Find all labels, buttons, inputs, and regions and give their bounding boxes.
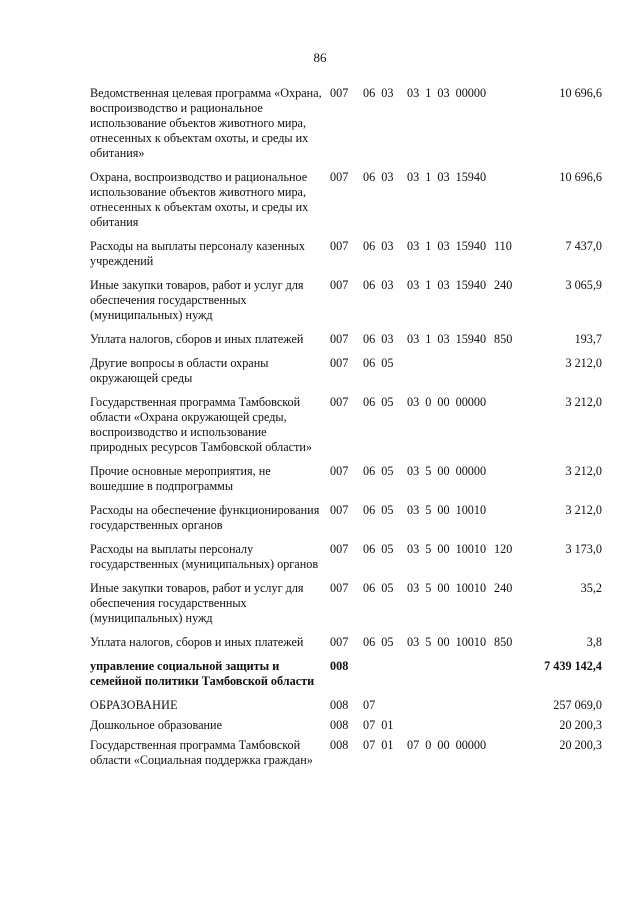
row-vr (494, 464, 524, 494)
row-ved: 007 (330, 239, 349, 253)
row-sum: 3 212,0 (565, 464, 602, 478)
row-ved: 008 (330, 718, 349, 732)
table-row (90, 356, 602, 386)
row-name: Уплата налогов, сборов и иных платежей (90, 332, 304, 346)
row-sum: 20 200,3 (559, 738, 602, 752)
page-number: 86 (313, 50, 327, 65)
table-row (90, 464, 602, 494)
row-csr: 03 1 03 15940 (407, 239, 487, 253)
row-rz: 07 01 (363, 738, 394, 752)
row-csr: 03 5 00 00000 (407, 464, 487, 478)
table-row (90, 86, 602, 161)
row-vr (494, 698, 524, 713)
row-vr: 240 (494, 278, 513, 292)
row-rz: 06 03 (363, 170, 394, 184)
row-sum: 257 069,0 (553, 698, 602, 712)
table-row (90, 395, 602, 455)
row-ved: 007 (330, 170, 349, 184)
row-rz: 06 05 (363, 635, 394, 649)
row-vr (494, 395, 524, 455)
row-csr: 03 1 03 15940 (407, 278, 487, 292)
row-sum: 3 212,0 (565, 356, 602, 370)
table-row (90, 581, 602, 626)
table-row (90, 239, 602, 269)
table-row (90, 738, 602, 768)
row-csr: 03 0 00 00000 (407, 395, 487, 409)
row-csr: 03 1 03 15940 (407, 170, 487, 184)
row-vr (494, 170, 524, 230)
row-sum: 3 065,9 (565, 278, 602, 292)
row-vr (494, 86, 524, 161)
budget-table (90, 86, 602, 777)
row-ved: 007 (330, 635, 349, 649)
row-sum: 3 212,0 (565, 503, 602, 517)
row-name: Государственная программа Тамбовской области «Социальная поддержка граждан» (90, 738, 313, 767)
row-sum: 20 200,3 (559, 718, 602, 732)
row-name: Дошкольное образование (90, 718, 222, 732)
row-sum: 10 696,6 (559, 170, 602, 184)
row-vr: 850 (494, 635, 513, 649)
row-rz: 06 03 (363, 278, 394, 292)
row-rz: 06 05 (363, 542, 394, 556)
row-sum: 7 439 142,4 (544, 659, 602, 673)
row-vr (494, 718, 524, 733)
row-csr (407, 698, 494, 713)
row-ved: 008 (330, 698, 349, 712)
row-name: Расходы на выплаты персоналу государственных (муниципальных) органов (90, 542, 319, 571)
row-name: Прочие основные мероприятия, не вошедшие в подпрограммы (90, 464, 271, 493)
row-name: Расходы на обеспечение функционирования государственных органов (90, 503, 320, 532)
row-rz: 06 03 (363, 332, 394, 346)
table-row (90, 332, 602, 347)
row-ved: 007 (330, 464, 349, 478)
row-csr: 03 5 00 10010 (407, 503, 487, 517)
row-ved: 007 (330, 542, 349, 556)
table-row (90, 698, 602, 713)
row-csr: 03 1 03 00000 (407, 86, 487, 100)
row-ved: 007 (330, 581, 349, 595)
row-name: Государственная программа Тамбовской области «Охрана окружающей среды, воспроизводство и использование природных ресурсов Тамбовской области» (90, 395, 313, 454)
row-vr (494, 503, 524, 533)
row-csr: 03 5 00 10010 (407, 542, 487, 556)
row-name: Уплата налогов, сборов и иных платежей (90, 635, 304, 649)
row-vr: 110 (494, 239, 512, 253)
row-name: Охрана, воспроизводство и рациональное использование объектов животного мира, отнесенных к объектам охоты, и среды их обитания (90, 170, 309, 229)
row-name: Иные закупки товаров, работ и услуг для обеспечения государственных (муниципальных) нужд (90, 581, 304, 625)
row-sum: 10 696,6 (559, 86, 602, 100)
table-row (90, 542, 602, 572)
row-csr (407, 659, 494, 689)
row-csr (407, 718, 494, 733)
row-vr (494, 356, 524, 386)
row-vr: 240 (494, 581, 513, 595)
row-csr: 03 5 00 10010 (407, 635, 487, 649)
row-rz (363, 659, 407, 689)
row-rz: 06 05 (363, 395, 394, 409)
table-row-department (90, 659, 602, 689)
row-sum: 3 173,0 (565, 542, 602, 556)
row-ved: 007 (330, 332, 349, 346)
table-row (90, 503, 602, 533)
row-name: Расходы на выплаты персоналу казенных учреждений (90, 239, 305, 268)
row-name: Другие вопросы в области охраны окружающей среды (90, 356, 269, 385)
row-sum: 7 437,0 (565, 239, 602, 253)
table-row (90, 170, 602, 230)
row-vr (494, 659, 524, 689)
row-ved: 007 (330, 503, 349, 517)
row-rz: 06 05 (363, 464, 394, 478)
row-csr (407, 356, 494, 386)
table-row (90, 718, 602, 733)
row-csr: 03 5 00 10010 (407, 581, 487, 595)
row-csr: 03 1 03 15940 (407, 332, 487, 346)
row-ved: 008 (330, 738, 349, 752)
row-sum: 193,7 (574, 332, 602, 346)
row-ved: 007 (330, 278, 349, 292)
table-row (90, 278, 602, 323)
row-ved: 008 (330, 659, 349, 673)
row-name: управление социальной защиты и семейной политики Тамбовской области (90, 659, 315, 688)
row-rz: 06 05 (363, 581, 394, 595)
row-vr: 850 (494, 332, 513, 346)
row-sum: 35,2 (580, 581, 602, 595)
row-sum: 3 212,0 (565, 395, 602, 409)
row-rz: 06 05 (363, 503, 394, 517)
row-rz: 06 03 (363, 86, 394, 100)
row-vr (494, 738, 524, 768)
row-csr: 07 0 00 00000 (407, 738, 487, 752)
row-rz: 06 03 (363, 239, 394, 253)
row-ved: 007 (330, 356, 349, 370)
row-name: Ведомственная целевая программа «Охрана, воспроизводство и рациональное использование объектов животного мира, отнесенных к объектам охоты, и среды их обитания» (90, 86, 322, 160)
row-sum: 3,8 (586, 635, 602, 649)
row-rz: 07 (363, 698, 376, 712)
row-vr: 120 (494, 542, 513, 556)
row-name: Иные закупки товаров, работ и услуг для обеспечения государственных (муниципальных) нужд (90, 278, 304, 322)
row-name: ОБРАЗОВАНИЕ (90, 698, 178, 712)
table-row (90, 635, 602, 650)
row-ved: 007 (330, 395, 349, 409)
row-rz: 06 05 (363, 356, 394, 370)
row-rz: 07 01 (363, 718, 394, 732)
row-ved: 007 (330, 86, 349, 100)
